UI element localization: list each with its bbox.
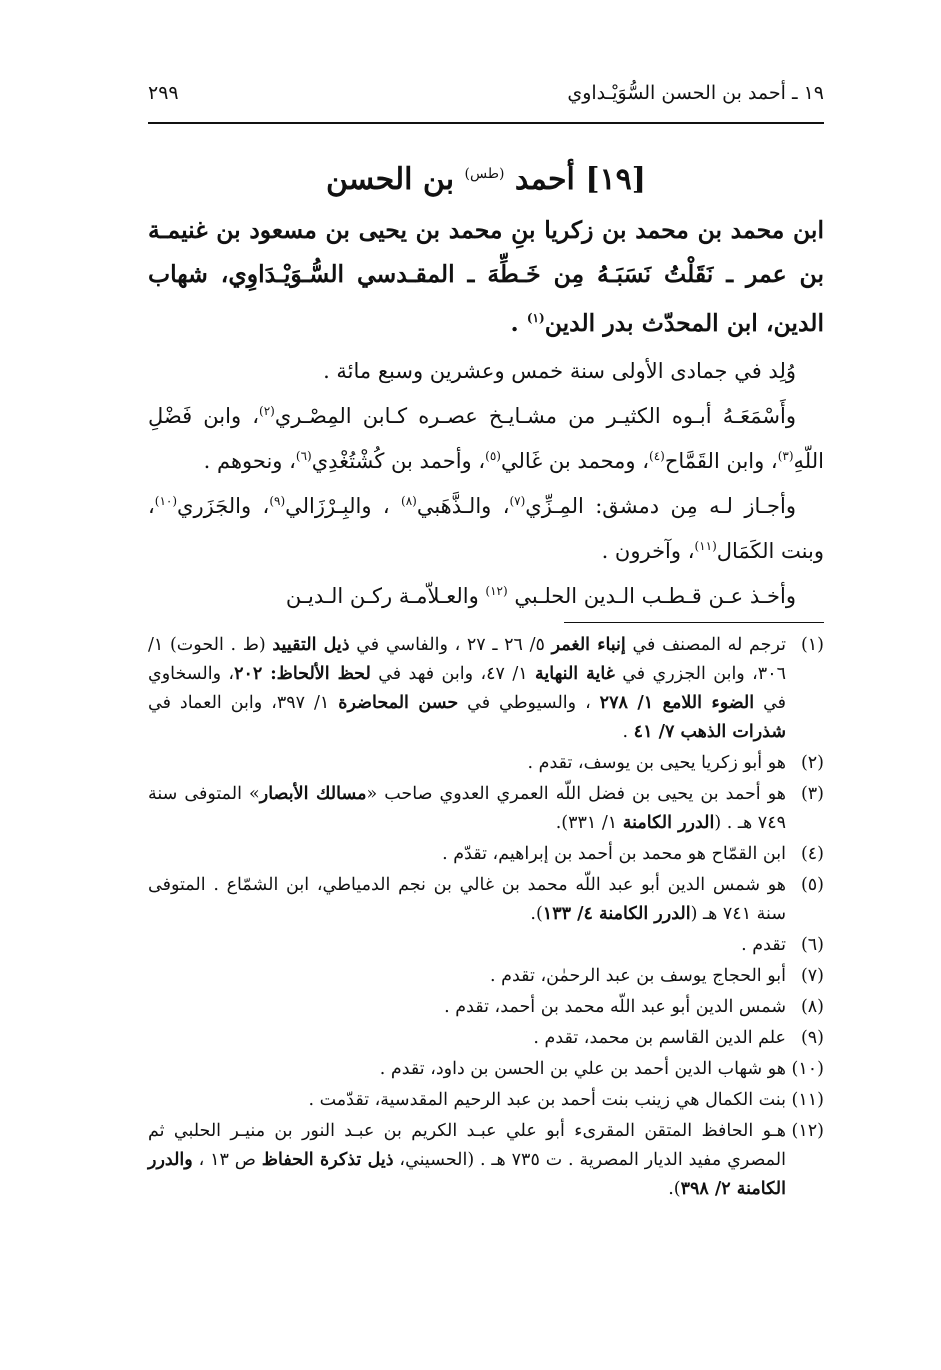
text-run: ، والسيوطي في: [458, 692, 600, 713]
text-run: ).: [530, 903, 543, 924]
text-run: ، والسخاوي في: [148, 663, 787, 713]
footnote-number: (٢): [800, 752, 824, 773]
footnote-text: [148, 1055, 786, 1084]
footnote-text: [148, 931, 786, 960]
footnote-text: [148, 780, 786, 838]
footnote-number: (١): [800, 634, 824, 655]
entry-title: [148, 154, 824, 200]
book-page: [148, 82, 824, 1206]
source-title: حسن المحاضرة: [338, 692, 459, 713]
text-run: » المتوفى سنة ٧٤٩ هـ . (: [148, 783, 786, 833]
source-title: ذيل تذكرة الحفاظ: [261, 1149, 394, 1170]
footnote-number: (٨): [800, 996, 824, 1017]
paragraph-teachers: [148, 391, 824, 481]
text-run: .: [622, 721, 634, 742]
source-title: ذيل التقييد: [272, 634, 350, 655]
source-title: الدرر الكامنة: [622, 812, 715, 833]
footnote-text: [148, 1117, 786, 1204]
text-run: ، ومحمد بن غَالي: [500, 448, 649, 473]
footnotes: [148, 631, 824, 1204]
text-run: ، وأحمد بن كُشْتُغْدِي: [311, 448, 486, 473]
source-title: إنباء الغمر: [551, 634, 626, 655]
text-run: ابن القمّاح هو محمد بن أحمد بن إبراهيم، تقدّم .: [442, 843, 786, 864]
text-run: بنت الكمال هي زينب بنت أحمد بن عبد الرحيم المقدسية، تقدّمت .: [308, 1089, 786, 1110]
source-title: شذرات الذهب ٧/ ٤١: [633, 721, 786, 742]
text-run: ، وبنت الكَمَال: [148, 493, 824, 563]
footnote-text: [148, 749, 786, 778]
paragraph-licenses: [148, 481, 824, 571]
text-run: وأخـذ عـن قـطـب الـدين الحلـبي: [507, 583, 796, 608]
text-run: هـو الحافظ المتقن المقرىء أبو علي عبـد الكريم بن عبـد النور بن منيـر الحلبي ثم المصري مفيد الديار المصرية . ت ٧٣٥ هـ . (الحسيني،: [148, 1120, 786, 1170]
footnote-item: [148, 780, 824, 838]
entry-title-end: بن الحسن: [326, 162, 455, 197]
running-title: ١٩ ـ أحمد بن الحسن السُّوَيْـداوي: [567, 82, 824, 104]
footnote-number: (٣): [800, 783, 824, 804]
text-run: ١/ ٣٣١).: [555, 812, 623, 833]
text-run: ).: [668, 1178, 681, 1199]
text-run: ، والجَزَري: [177, 493, 270, 518]
lineage-end: .: [510, 308, 519, 337]
text-run: ، وابن فَضْلِ اللّهِ: [148, 403, 824, 473]
footnote-number: (٥): [800, 874, 824, 895]
text-run: ٥/ ٢٦ ـ ٢٧ ، والفاسي في: [349, 634, 552, 655]
footnote-divider: [564, 622, 824, 623]
source-title: لحظ الألحاظ: ٢٠٢: [234, 663, 371, 684]
text-run: وأجـاز لـه مِن دمشق: المِـزِّي: [525, 493, 796, 518]
footnote-ref: (٢): [259, 403, 275, 418]
text-run: هو أبو زكريا يحيى بن يوسف، تقدم .: [527, 752, 786, 773]
footnote-item: [148, 1117, 824, 1204]
text-run: ، والبِـرْزَالي: [285, 493, 402, 518]
text-run: هو شمس الدين أبو عبد اللّه محمد بن غالي بن نجم الدمياطي، ابن الشمّاع . المتوفى سنة ٧٤١ هـ (: [148, 874, 786, 924]
footnote-ref: (١٠): [154, 493, 178, 508]
text-run: والعـلاّمـة ركـن الـديـن: [285, 583, 486, 608]
footnote-ref: (١١): [694, 538, 717, 553]
page-number: ٢٩٩: [148, 82, 179, 104]
footnote-text: [148, 1024, 786, 1053]
footnote-number: (١٢): [791, 1120, 824, 1141]
footnote-text: [148, 1086, 786, 1115]
text-run: شمس الدين أبو عبد اللّه محمد بن أحمد، تقدم .: [444, 996, 786, 1017]
footnote-ref: (٨): [401, 493, 417, 508]
footnote-number: (٦): [800, 934, 824, 955]
source-title: مسالك الأبصار: [259, 783, 367, 804]
footnote-item: [148, 749, 824, 778]
source-title: الدرر الكامنة ٤/ ١٣٣: [542, 903, 691, 924]
text-run: ، وآخرون .: [601, 538, 695, 563]
footnote-ref: (١٢): [485, 583, 508, 598]
footnote-ref: (٩): [269, 493, 286, 508]
text-run: ص ١٣ ،: [192, 1149, 262, 1170]
footnote-ref: (٧): [509, 493, 526, 508]
text-run: (ط . الحوت) ١/ ٣٠٦، وابن الجزري في: [148, 634, 786, 684]
footnote-item: [148, 1086, 824, 1115]
text-run: وأَسْمَعَـهُ أبـوه الكثيـر من مشـايـخ عصـره كـابن المِصْـري: [274, 403, 796, 428]
text-run: ، ونحوهم .: [203, 448, 296, 473]
footnote-ref: (٦): [295, 448, 312, 463]
paragraph-studied: [148, 571, 824, 616]
text-run: ، والـذَّهَبي: [416, 493, 510, 518]
source-title: الضوء اللامع ١/ ٢٧٨: [599, 692, 755, 713]
text-run: هو شهاب الدين أحمد بن علي بن الحسن بن داود، تقدم .: [379, 1058, 786, 1079]
footnote-item: [148, 931, 824, 960]
footnote-number: (٧): [800, 965, 824, 986]
footnote-text: [148, 840, 786, 869]
footnote-item: [148, 871, 824, 929]
footnote-ref: (٣): [777, 448, 794, 463]
text-run: هو أحمد بن يحيى بن فضل اللّه العمري العدوي صاحب «: [366, 783, 786, 804]
text-run: أبو الحجاج يوسف بن عبد الرحمٰن، تقدم .: [490, 965, 786, 986]
lineage-text: ابن محمد بن محمد بن زكريا بنِ محمد بن يحيى بن مسعود بن غنيمـة بن عمر ـ نَقَلْتُ نَسَبَـهُ مِن خَـطِّهَ ـ المقـدسي السُّـوَيْـدَاوِي، شهاب الدين، ابن المحدّث بدر الدين: [148, 216, 824, 337]
entry-title-text: [١٩] أحمد: [514, 162, 646, 197]
footnote-number: (٩): [800, 1027, 824, 1048]
footnote-item: [148, 840, 824, 869]
running-header: [148, 82, 824, 124]
footnote-number: (١١): [791, 1089, 824, 1110]
text-run: ١/ ٤٧، وابن فهد في: [370, 663, 536, 684]
text-run: ترجم له المصنف في: [625, 634, 786, 655]
text-run: تقدم .: [741, 934, 786, 955]
footnote-item: [148, 1024, 824, 1053]
footnote-ref: (١): [526, 311, 545, 325]
source-title: غاية النهاية: [535, 663, 615, 684]
body-text: [148, 351, 824, 616]
footnote-number: (٤): [800, 843, 824, 864]
footnote-text: [148, 962, 786, 991]
text-run: علم الدين القاسم بن محمد، تقدم .: [533, 1027, 786, 1048]
footnote-item: [148, 1055, 824, 1084]
paragraph-birth: وُلِد في جمادى الأولى سنة خمس وعشرين وسبع مائة .: [323, 358, 796, 383]
source-title: والدرر الكامنة ٢/ ٣٩٨: [148, 1149, 786, 1199]
footnote-item: [148, 631, 824, 747]
footnote-item: [148, 962, 824, 991]
lineage-paragraph: [148, 208, 824, 345]
footnote-text: [148, 631, 786, 747]
text-run: ١/ ٣٩٧، وابن العماد في: [148, 692, 339, 713]
footnote-number: (١٠): [791, 1058, 824, 1079]
footnote-item: [148, 993, 824, 1022]
footnote-text: [148, 871, 786, 929]
footnote-ref: (٥): [485, 448, 501, 463]
footnote-ref: (٤): [649, 448, 665, 463]
text-run: ، وابن القَمَّاح: [664, 448, 778, 473]
source-mark: (طس): [464, 166, 505, 182]
footnote-text: [148, 993, 786, 1022]
